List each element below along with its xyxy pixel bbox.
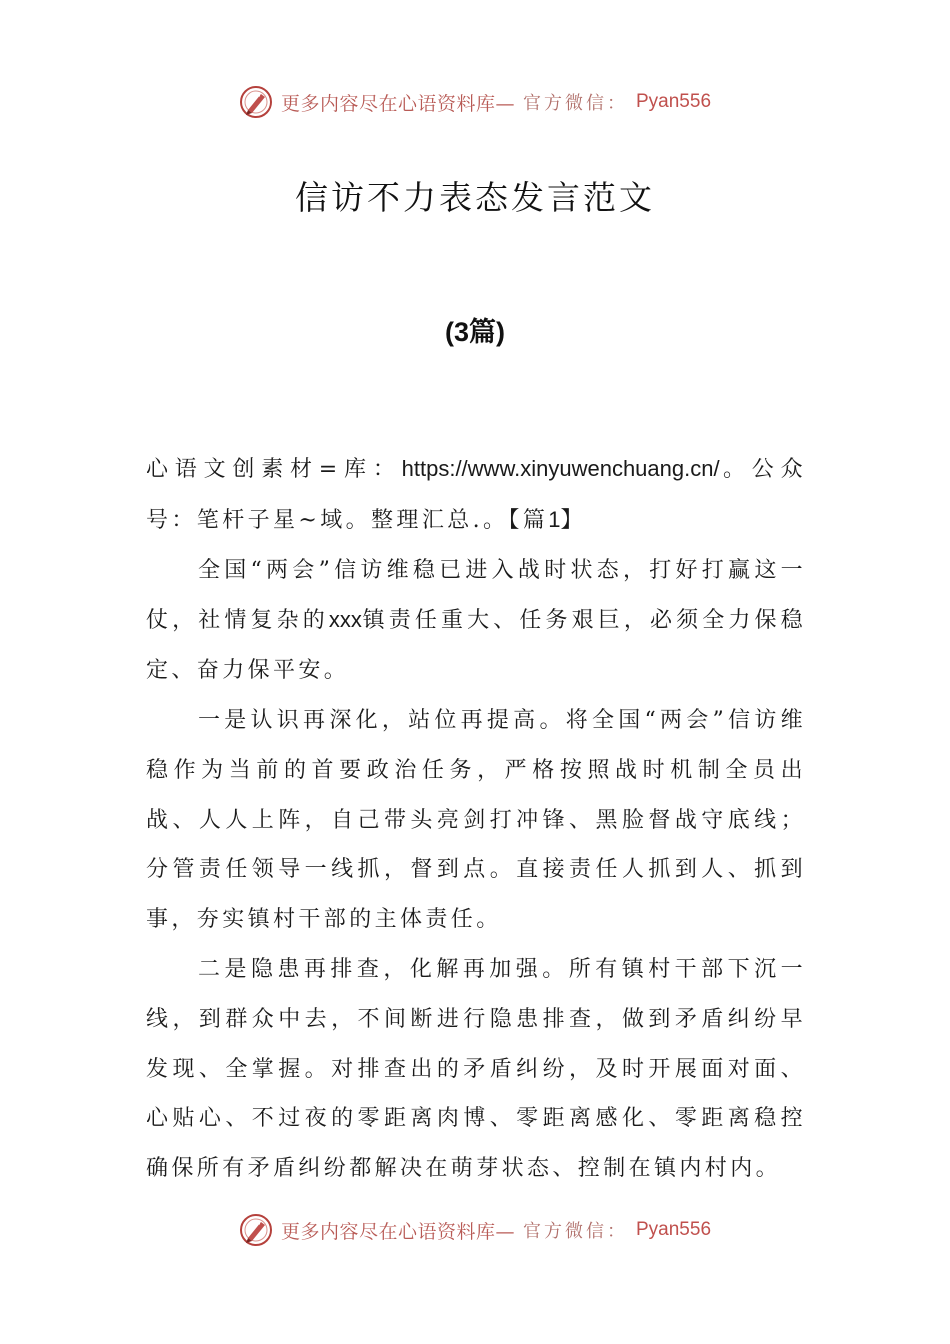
footer-watermark bbox=[0, 1210, 950, 1250]
watermark-wechat-id: Pyan556 bbox=[636, 91, 712, 112]
paragraph-intro bbox=[146, 444, 806, 546]
pen-logo-icon bbox=[239, 1213, 273, 1247]
paragraph-3 bbox=[146, 945, 806, 1194]
text-segment: 镇责任重大、任务艰巨，必须全力保稳定、奋力保平安。 bbox=[146, 608, 806, 684]
source-url-link[interactable]: https://www.xinyuwenchuang.cn/ bbox=[401, 456, 720, 481]
paragraph-1 bbox=[146, 546, 806, 696]
text-segment: 。公众号：笔杆子星~域。整理汇总.。【篇 bbox=[146, 457, 806, 533]
header-watermark bbox=[0, 82, 950, 122]
text-segment: 全国“两会”信访维稳已进入战时状态，打好打赢这一仗，社情复杂的 bbox=[146, 557, 806, 634]
text-segment: xxx bbox=[328, 607, 362, 633]
document-subtitle: (3篇) bbox=[445, 317, 505, 347]
watermark-wechat-label: 官方微信： bbox=[523, 1221, 628, 1242]
text-segment: 二是隐患再排查，化解再加强。所有镇村干部下沉一线，到群众中去，不间断进行隐患排查，做到矛盾纠纷早发现、全掌握。对排查出的矛盾纠纷，及时开展面对面、心贴心、不过夜的零距离肉博、零距离感化、零距离稳控确保所有矛盾纠纷都解决在萌芽状态、控制在镇内村内。 bbox=[146, 956, 806, 1182]
watermark-lead-text: 更多内容尽在心语资料库— bbox=[280, 92, 515, 115]
pen-logo-icon bbox=[239, 85, 273, 119]
watermark-wechat-label: 官方微信： bbox=[523, 93, 628, 114]
document-body bbox=[146, 444, 806, 1194]
text-segment: 心语文创素材=库： bbox=[146, 457, 402, 482]
text-segment: 】 bbox=[560, 507, 586, 533]
watermark-lead-text: 更多内容尽在心语资料库— bbox=[280, 1220, 515, 1243]
text-segment: 一是认识再深化，站位再提高。将全国“两会”信访维稳作为当前的首要政治任务，严格按照战时机制全员出战、人人上阵，自己带头亮剑打冲锋、黑脸督战守底线；分管责任领导一线抓，督到点。直接责任人抓到人、抓到事，夯实镇村干部的主体责任。 bbox=[146, 707, 806, 933]
document-title: 信访不力表态发言范文 bbox=[295, 178, 655, 217]
watermark-wechat-id: Pyan556 bbox=[636, 1219, 712, 1240]
paragraph-2 bbox=[146, 696, 806, 945]
text-segment: 1 bbox=[548, 506, 561, 532]
